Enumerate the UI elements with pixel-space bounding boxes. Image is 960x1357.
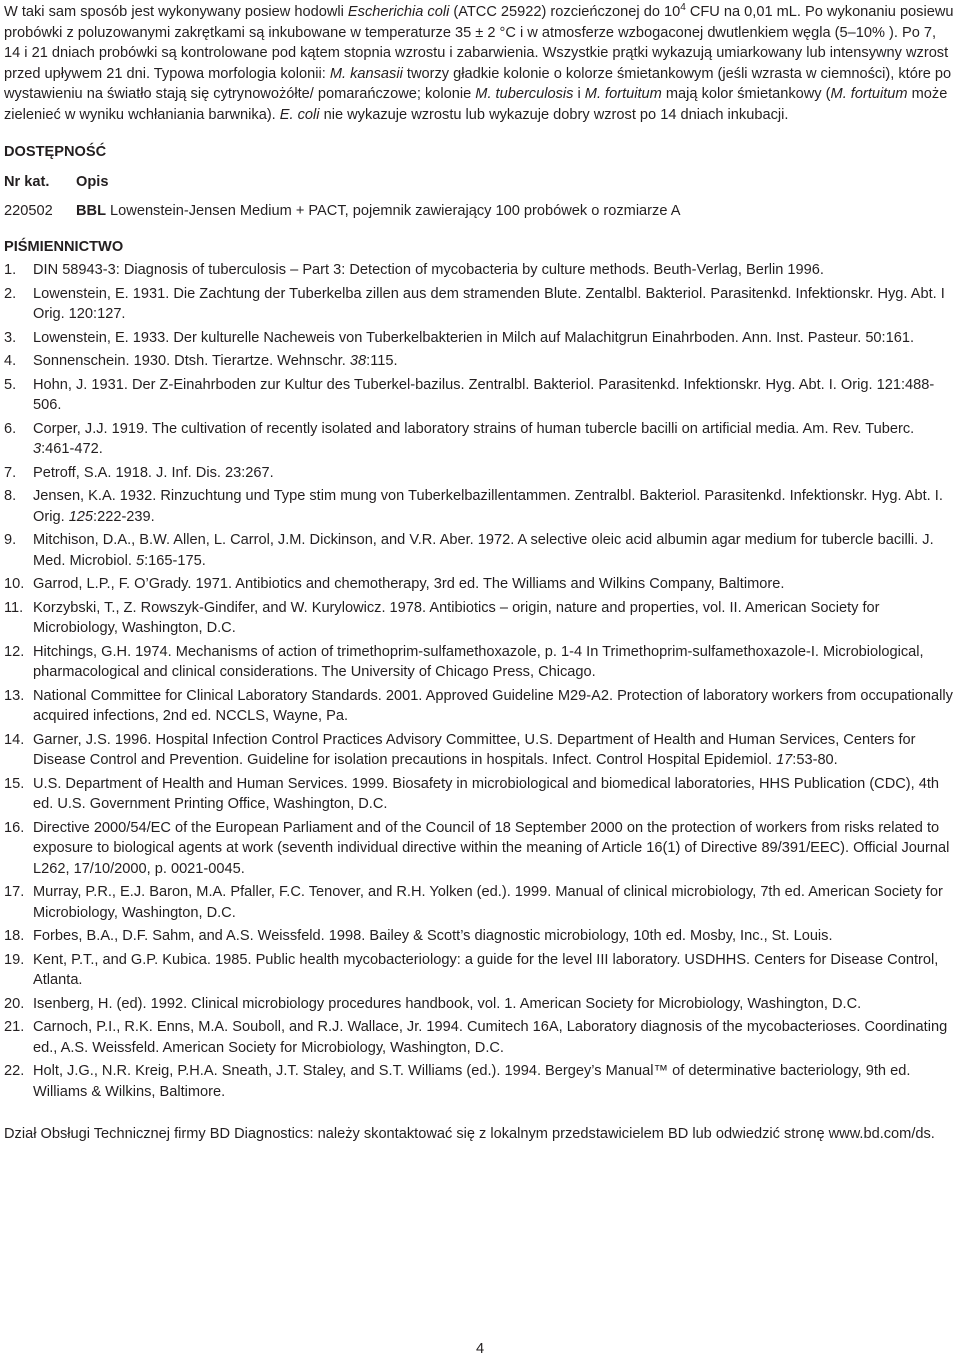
reference-text-run: Directive 2000/54/EC of the European Parliament and of the Council of 18 September 2000 on the protection of workers from risks related to exposure to biological agents at work (seventh individual directive within the meaning of Article 16(1) of Directive 89/391/EEC). Official Journal L262, 17/10/2000, p. 0021-0045. — [33, 819, 950, 877]
reference-number: 18. — [4, 928, 25, 944]
availability-heading: DOSTĘPNOŚĆ — [4, 144, 107, 160]
reference-item — [4, 574, 954, 595]
reference-text-run: Hohn, J. 1931. Der Z-Einahrboden zur Kultur des Tuberkel-bazilus. Zentralbl. Bakteriol. Parasitenkd. Infektionskr. Hyg. Abt. I. Orig. 121:488-506. — [33, 376, 935, 413]
reference-item — [4, 686, 954, 727]
reference-item — [4, 950, 954, 991]
availability-table-header — [4, 172, 954, 193]
intro-text-run: 4 — [680, 2, 686, 14]
reference-number: 13. — [4, 687, 25, 704]
reference-text-run: 5 — [136, 552, 145, 569]
intro-text-run: może zielenieć w wyniku wchłaniania barwnika). — [4, 86, 948, 123]
intro-text-run: E. coli — [279, 106, 320, 123]
description-header: Opis — [76, 173, 109, 190]
reference-number: 9. — [4, 532, 17, 548]
reference-text-run: Garrod, L.P., F. O’Grady. 1971. Antibiotics and chemotherapy, 3rd ed. The Williams and Wilkins Company, Baltimore. — [33, 576, 785, 592]
reference-number: 10. — [4, 576, 25, 592]
reference-number: 11. — [4, 599, 24, 616]
reference-text-run: Murray, P.R., E.J. Baron, M.A. Pfaller, F.C. Tenover, and R.H. Yolken (ed.). 1999. Manual of clinical microbiology, 7th ed. American Society for Microbiology, Washington, D.C. — [33, 884, 943, 921]
intro-paragraph — [4, 2, 954, 125]
intro-text-run: (ATCC 25922) rozcieńczonej do 10 — [449, 4, 681, 20]
reference-item — [4, 642, 954, 683]
references-heading: PIŚMIENNICTWO — [4, 238, 124, 255]
reference-text-run: Forbes, B.A., D.F. Sahm, and A.S. Weissfeld. 1998. Bailey & Scott’s diagnostic microbiology, 10th ed. Mosby, Inc., St. Louis. — [33, 928, 833, 944]
reference-item — [4, 284, 954, 325]
availability-row — [4, 201, 954, 222]
intro-text-run: M. tuberculosis — [475, 86, 574, 102]
brand-label: BBL — [76, 203, 106, 219]
intro-text-run: Escherichia coli — [347, 4, 450, 20]
reference-text-run: :53-80. — [792, 752, 838, 768]
reference-text-run: Sonnenschein. 1930. Dtsh. Tierartze. Wehnschr. — [33, 353, 350, 369]
reference-number: 5. — [4, 376, 17, 393]
reference-number: 1. — [4, 262, 17, 278]
reference-text-run: DIN 58943-3: Diagnosis of tuberculosis – Part 3: Detection of mycobacteria by culture methods. Beuth-Verlag, Berlin 1996. — [33, 262, 824, 278]
reference-number: 12. — [4, 643, 25, 660]
intro-text-run: nie wykazuje wzrostu lub wykazuje dobry wzrost po 14 dniach inkubacji. — [319, 106, 789, 123]
reference-text-run: Carnoch, P.I., R.K. Enns, M.A. Souboll, and R.J. Wallace, Jr. 1994. Cumitech 16A, Laboratory diagnosis of the mycobacterioses. Coordinating ed., A.S. Weissfeld. American Society for Microbiology, Washington, D.C. — [33, 1019, 948, 1056]
intro-text-run: CFU na 0,01 mL. Po wykonaniu posiewu probówki z poluzowanymi zakrętkami są inkubowane w temperaturze 35 ± 2 °C i w atmosferze wzbogaconej dwutlenkiem węgla (5–10% ). Po 7, 14 i 21 dniach probówki są kontrolowane pod kątem stopnia wzrostu i zabarwienia. Wszystkie prątki wykazują umiarkowany lub intensywny wzrost przed upływem 21 dni. Typowa morfologia kolonii: — [4, 4, 954, 82]
reference-text-run: Corper, J.J. 1919. The cultivation of recently isolated and laboratory strains of human tubercle bacilli on artificial media. Am. Rev. Tuberc. — [33, 420, 915, 437]
reference-item — [4, 486, 954, 527]
intro-text-run: M. fortuitum — [584, 86, 662, 102]
reference-number: 6. — [4, 420, 17, 437]
reference-number: 4. — [4, 353, 17, 369]
reference-item — [4, 730, 954, 771]
reference-text-run: Kent, P.T., and G.P. Kubica. 1985. Public health mycobacteriology: a guide for the level III laboratory. USDHHS. Centers for Disease Control, Atlanta. — [33, 951, 939, 988]
product-description: Lowenstein-Jensen Medium + PACT, pojemnik zawierający 100 probówek o rozmiarze A — [106, 203, 681, 219]
reference-number: 16. — [4, 819, 25, 836]
reference-text-run: Mitchison, D.A., B.W. Allen, L. Carrol, J.M. Dickinson, and V.R. Aber. 1972. A selective oleic acid albumin agar medium for tubercle bacilli. J. Med. Microbiol. — [33, 532, 934, 569]
intro-text-run: i — [573, 86, 585, 102]
reference-text-run: Jensen, K.A. 1932. Rinzuchtung und Type stim mung von Tuberkelbazillentammen. Zentralbl. Bakteriol. Parasitenkd. Infektionskr. Hyg. Abt. I. Orig. — [33, 488, 943, 525]
reference-text-run: Petroff, S.A. 1918. J. Inf. Dis. 23:267. — [33, 464, 274, 481]
reference-number: 21. — [4, 1019, 25, 1035]
catalog-number-header: Nr kat. — [4, 173, 50, 190]
reference-number: 15. — [4, 775, 25, 792]
reference-text-run: 17 — [776, 752, 793, 768]
reference-item — [4, 328, 954, 349]
reference-text-run: Holt, J.G., N.R. Kreig, P.H.A. Sneath, J.T. Staley, and S.T. Williams (ed.). 1994. Bergey’s Manual™ of determinative bacteriology, 9th ed. Williams & Wilkins, Baltimore. — [33, 1063, 911, 1100]
reference-text-run: :165-175. — [144, 552, 206, 569]
reference-text-run: :115. — [366, 353, 398, 369]
footer-contact-text: Dział Obsługi Technicznej firmy BD Diagnostics: należy skontaktować się z lokalnym przedstawicielem BD lub odwiedzić stronę www.bd.com/ds. — [4, 1126, 935, 1142]
reference-number: 2. — [4, 285, 17, 302]
intro-text-run: tworzy gładkie kolonie o kolorze śmietankowym (jeśli wzrasta w ciemności), które po wystawieniu na światło stają się cytrynowożółte/ pomarańczowe; kolonie — [4, 65, 952, 102]
reference-item — [4, 994, 954, 1015]
reference-text-run: 125 — [68, 508, 94, 525]
reference-item — [4, 926, 954, 947]
reference-number: 19. — [4, 951, 25, 968]
intro-text-run: W taki sam sposób jest wykonywany posiew hodowli — [4, 4, 348, 20]
reference-text-run: :461-472. — [41, 441, 103, 457]
reference-item — [4, 598, 954, 639]
page-number: 4 — [475, 1341, 485, 1357]
reference-number: 8. — [4, 488, 17, 504]
reference-text-run: :222-239. — [93, 508, 155, 525]
reference-text-run: National Committee for Clinical Laboratory Standards. 2001. Approved Guideline M29-A2. Protection of laboratory workers from occupationally acquired infections, 2nd ed. NCCLS, Wayne, Pa. — [33, 687, 953, 724]
reference-number: 17. — [4, 884, 25, 900]
reference-text-run: Isenberg, H. (ed). 1992. Clinical microbiology procedures handbook, vol. 1. American Society for Microbiology, Washington, D.C. — [33, 995, 862, 1012]
reference-text-run: 38 — [349, 353, 367, 369]
reference-number: 22. — [4, 1063, 25, 1079]
reference-item — [4, 375, 954, 416]
reference-number: 20. — [4, 995, 25, 1012]
reference-item — [4, 774, 954, 815]
reference-text-run: 3 — [33, 441, 42, 457]
reference-item — [4, 818, 954, 880]
references-list — [4, 260, 954, 1102]
intro-text-run: M. fortuitum — [830, 86, 908, 102]
reference-item — [4, 260, 954, 281]
reference-item — [4, 882, 954, 923]
reference-item — [4, 530, 954, 571]
reference-number: 14. — [4, 731, 25, 748]
catalog-number: 220502 — [4, 203, 53, 219]
reference-number: 3. — [4, 329, 17, 346]
intro-text-run: M. kansasii — [329, 65, 403, 82]
reference-item — [4, 351, 954, 372]
reference-item — [4, 419, 954, 460]
reference-number: 7. — [4, 464, 17, 481]
document-page — [4, 2, 954, 1145]
reference-item — [4, 463, 954, 484]
reference-text-run: Korzybski, T., Z. Rowszyk-Gindifer, and W. Kurylowicz. 1978. Antibiotics – origin, nature and properties, vol. II. American Society for Microbiology, Washington, D.C. — [33, 599, 880, 636]
reference-text-run: Lowenstein, E. 1933. Der kulturelle Nacheweis von Tuberkelbakterien in Milch auf Malachitgrun Einahrboden. Ann. Inst. Pasteur. 50:161. — [33, 329, 915, 346]
reference-text-run: Hitchings, G.H. 1974. Mechanisms of action of trimethoprim-sulfamethoxazole, p. 1-4 In Trimethoprim-sulfamethoxazole-I. Microbiological, pharmacological and clinical considerations. The University of Chicago Press, Chicago. — [33, 643, 924, 680]
reference-item — [4, 1017, 954, 1058]
reference-text-run: Garner, J.S. 1996. Hospital Infection Control Practices Advisory Committee, U.S. Department of Health and Human Services, Centers for Disease Control and Prevention. Guideline for isolation precautions in hospitals. Infect. Control Hospital Epidemiol. — [33, 731, 916, 768]
reference-text-run: Lowenstein, E. 1931. Die Zachtung der Tuberkelba zillen aus dem stramenden Blute. Zentalbl. Bakteriol. Parasitenkd. Infektionskr. Hyg. Abt. I Orig. 120:127. — [33, 285, 945, 322]
reference-text-run: U.S. Department of Health and Human Services. 1999. Biosafety in microbiological and biomedical laboratories, HHS Publication (CDC), 4th ed. U.S. Government Printing Office, Washington, D.C. — [33, 775, 940, 812]
reference-item — [4, 1061, 954, 1102]
intro-text-run: mają kolor śmietankowy ( — [661, 86, 831, 102]
